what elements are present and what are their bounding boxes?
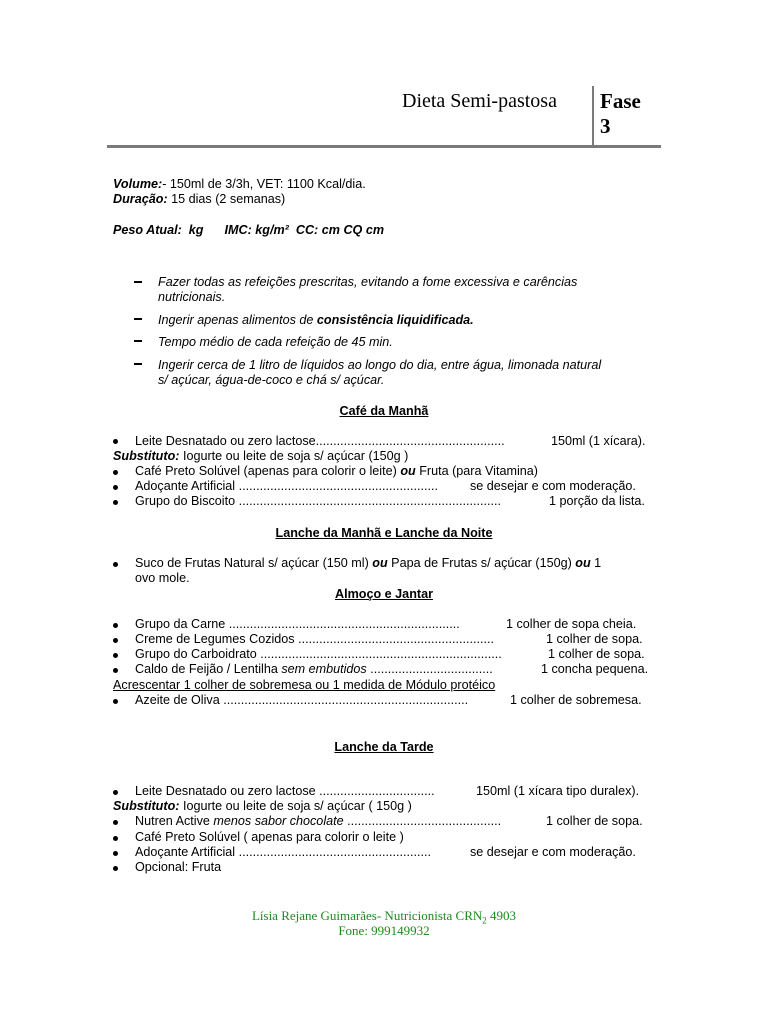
item-left: Leite Desnatado ou zero lactose...................................................... — [135, 434, 505, 448]
bullet — [113, 470, 118, 475]
item-or: ou — [372, 556, 388, 570]
rule-2 — [158, 313, 474, 328]
lunch-item-beans — [135, 662, 493, 677]
rule-2-text: Ingerir apenas alimentos de — [158, 313, 317, 327]
lunch-item-carbs-amount: 1 colher de sopa. — [548, 647, 645, 661]
bullet — [113, 562, 118, 567]
phase-label — [600, 89, 660, 139]
item-text: Fruta (para Vitamina) — [415, 464, 538, 478]
duration-line — [113, 192, 285, 207]
substitute-label: Substituto: — [113, 799, 180, 813]
footer-phone: Fone: 999149932 — [338, 923, 430, 938]
breakfast-item-biscuit-amount: 1 porção da lista. — [549, 494, 645, 508]
lunch-item-carbs: Grupo do Carboidrato ..................................................................... — [135, 647, 502, 661]
volume-value: - 150ml de 3/3h, VET: 1100 Kcal/dia. — [162, 177, 366, 191]
bullet — [113, 485, 118, 490]
substitute-text: Iogurte ou leite de soja s/ açúcar (150g ) — [179, 449, 409, 463]
header-rule — [107, 145, 661, 148]
item-dots: ............................................ — [343, 814, 502, 828]
rule-2-bold: consistência liquidificada. — [316, 313, 474, 327]
section-title-breakfast: Café da Manhã — [339, 404, 429, 418]
afternoon-item-nutren-amount: 1 colher de sopa. — [546, 814, 643, 828]
lunch-item-vegetables: Creme de Legumes Cozidos ........................................................ — [135, 632, 495, 646]
lunch-item-olive-oil-amount: 1 colher de sobremesa. — [510, 693, 642, 707]
lunch-item-meat-amount: 1 colher de sopa cheia. — [506, 617, 637, 631]
bullet — [113, 439, 118, 444]
breakfast-item-milk — [135, 434, 505, 449]
breakfast-item-milk-amount: 150ml (1 xícara). — [551, 434, 646, 448]
dash-marker — [134, 318, 142, 320]
item-or: ou — [400, 464, 416, 478]
lunch-item-beans-amount: 1 concha pequena. — [541, 662, 649, 676]
item-text: Nutren Active — [135, 814, 214, 828]
afternoon-item-coffee: Café Preto Solúvel ( apenas para colorir o leite ) — [135, 830, 404, 844]
bullet — [113, 836, 118, 841]
afternoon-item-milk-amount: 150ml (1 xícara tipo duralex). — [476, 784, 640, 798]
bullet — [113, 653, 118, 658]
breakfast-item-sweetener: Adoçante Artificial ......................................................... — [135, 479, 439, 493]
item-text: Papa de Frutas s/ açúcar (150g) — [387, 556, 576, 570]
bullet — [113, 866, 118, 871]
breakfast-item-coffee — [135, 464, 538, 479]
phase-number: 3 — [600, 114, 611, 138]
bullet — [113, 638, 118, 643]
bullet — [113, 623, 118, 628]
rule-4 — [158, 358, 601, 388]
dash-marker — [134, 281, 142, 283]
volume-label: Volume: — [113, 177, 163, 191]
phase-word: Fase — [600, 89, 641, 113]
item-dots: ................................... — [366, 662, 493, 676]
section-title-lunch: Almoço e Jantar — [335, 587, 433, 601]
afternoon-substitute — [113, 799, 412, 814]
footer-crn-number: 4903 — [486, 908, 517, 923]
substitute-text: Iogurte ou leite de soja s/ açúcar ( 150g ) — [179, 799, 412, 813]
morning-snack-item — [135, 556, 601, 571]
header-divider — [592, 86, 594, 146]
rule-4-line-2: s/ açúcar, água-de-coco e chá s/ açúcar. — [158, 373, 385, 387]
rule-3: Tempo médio de cada refeição de 45 min. — [158, 335, 393, 349]
item-text: Caldo de Feijão / Lentilha — [135, 662, 282, 676]
substitute-label: Substituto: — [113, 449, 180, 463]
breakfast-item-biscuit: Grupo do Biscoito ........................................................................... — [135, 494, 502, 508]
weight-line: Peso Atual: kg IMC: kg/m² CC: cm CQ cm — [113, 223, 385, 237]
item-italic: menos sabor chocolate — [213, 814, 344, 828]
item-or: ou — [575, 556, 591, 570]
section-title-morning-snack: Lanche da Manhã e Lanche da Noite — [275, 526, 493, 540]
bullet — [113, 820, 118, 825]
bullet — [113, 790, 118, 795]
afternoon-item-nutren — [135, 814, 501, 829]
rule-1-line-1: Fazer todas as refeições prescritas, evitando a fome excessiva e carências — [158, 275, 578, 289]
item-italic: sem embutidos — [281, 662, 367, 676]
rule-1 — [158, 275, 577, 305]
afternoon-item-fruit: Opcional: Fruta — [135, 860, 222, 874]
bullet — [113, 500, 118, 505]
dash-marker — [134, 340, 142, 342]
footer-name: Lísia Rejane Guimarães- Nutricionista CRN — [251, 908, 483, 923]
lunch-item-meat: Grupo da Carne .................................................................. — [135, 617, 460, 631]
bullet — [113, 668, 118, 673]
afternoon-item-milk: Leite Desnatado ou zero lactose ................................. — [135, 784, 435, 798]
rule-1-line-2: nutricionais. — [158, 290, 226, 304]
morning-snack-item-line-2: ovo mole. — [135, 571, 190, 585]
volume-line — [113, 177, 366, 192]
item-text: Suco de Frutas Natural s/ açúcar (150 ml) — [135, 556, 373, 570]
lunch-item-vegetables-amount: 1 colher de sopa. — [546, 632, 643, 646]
afternoon-item-sweetener-amount: se desejar e com moderação. — [470, 845, 636, 859]
bullet — [113, 851, 118, 856]
item-text: Café Preto Solúvel (apenas para colorir o leite) — [135, 464, 401, 478]
footer-crn-subscript: 2 — [482, 915, 487, 926]
lunch-item-olive-oil: Azeite de Oliva ...................................................................... — [135, 693, 469, 707]
rule-4-line-1: Ingerir cerca de 1 litro de líquidos ao longo do dia, entre água, limonada natural — [158, 358, 602, 372]
afternoon-item-sweetener: Adoçante Artificial ....................................................... — [135, 845, 432, 859]
breakfast-item-sweetener-amount: se desejar e com moderação. — [470, 479, 636, 493]
lunch-protein-note: Acrescentar 1 colher de sobremesa ou 1 medida de Módulo protéico — [113, 678, 496, 692]
breakfast-substitute — [113, 449, 408, 464]
dash-marker — [134, 363, 142, 365]
item-text: 1 — [590, 556, 602, 570]
document-title: Dieta Semi-pastosa — [402, 90, 557, 112]
duration-label: Duração: — [113, 192, 168, 206]
bullet — [113, 699, 118, 704]
duration-value: 15 dias (2 semanas) — [167, 192, 286, 206]
section-title-afternoon-snack: Lanche da Tarde — [334, 740, 434, 754]
